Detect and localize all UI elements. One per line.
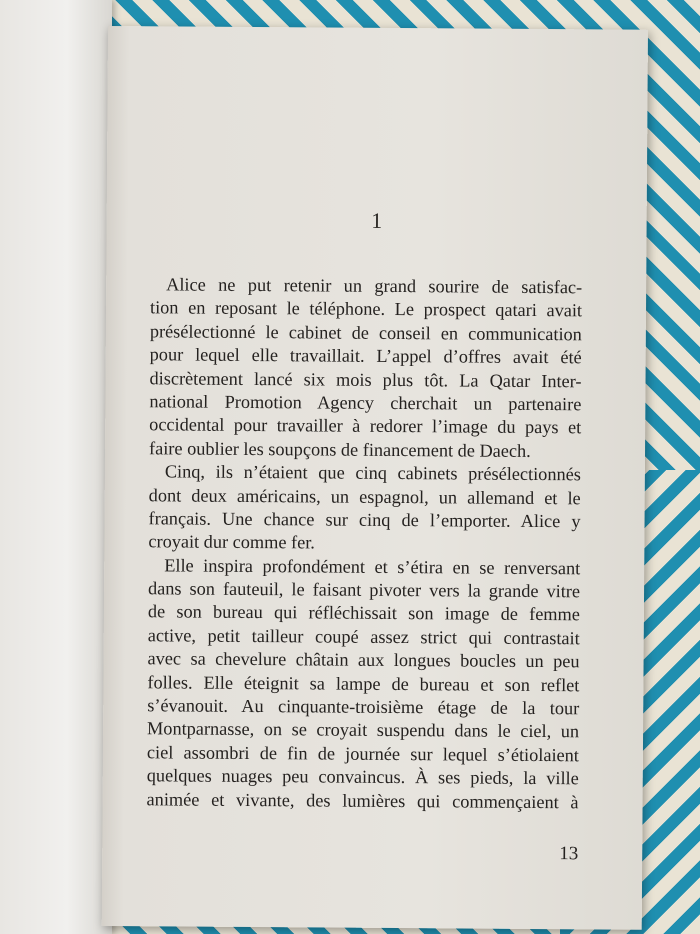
page-number: 13 <box>559 843 579 865</box>
text-line: quelques nuages peu convaincus. À ses pieds, la ville <box>146 765 579 789</box>
text-line: avec sa chevelure châtain aux longues boucles un peu <box>147 648 580 672</box>
text-line: discrètement lancé six mois plus tôt. La Qatar Inter- <box>149 367 582 391</box>
text-line: présélectionné le cabinet de conseil en communication <box>149 321 582 345</box>
left-page <box>0 0 112 934</box>
text-line: français. Une chance sur cinq de l’emporter. Alice y <box>148 508 581 532</box>
text-line: s’évanouit. Au cinquante-troisième étage de la tour <box>147 695 580 719</box>
text-line: Montparnasse, on se croyait suspendu dans le ciel, un <box>147 718 580 742</box>
text-line: dont deux américains, un espagnol, un allemand et le <box>148 484 581 508</box>
text-line: Cinq, ils n’étaient que cinq cabinets présélectionnés <box>164 461 581 485</box>
text-line: occidental pour travailler à redorer l’image du pays et <box>149 414 582 438</box>
book-page <box>102 26 648 930</box>
text-line: active, petit tailleur coupé assez strict qui contrastait <box>147 625 580 649</box>
text-line: de son bureau qui réfléchissait son image de femme <box>147 601 580 625</box>
text-line: Elle inspira profondément et s’étira en se renversant <box>164 555 581 578</box>
body-text <box>147 273 583 814</box>
text-line: dans son fauteuil, le faisant pivoter vers la grande vitre <box>148 578 581 602</box>
text-line: folles. Elle éteignit sa lampe de bureau et son reflet <box>147 671 580 695</box>
text-line: faire oublier les soupçons de financement de Daech. <box>148 438 531 461</box>
text-line: animée et vivante, des lumières qui commençaient à <box>146 788 579 812</box>
text-line: croyait dur comme fer. <box>148 531 315 553</box>
text-line: Alice ne put retenir un grand sourire de satisfac- <box>166 274 583 298</box>
text-line: tion en reposant le téléphone. Le prospect qatari avait <box>149 297 583 321</box>
chapter-number: 1 <box>371 207 383 233</box>
text-line: pour lequel elle travaillait. L’appel d’offres avait été <box>149 344 582 368</box>
text-line: national Promotion Agency cherchait un partenaire <box>149 391 582 415</box>
text-line: ciel assombri de fin de journée sur lequel s’étiolaient <box>146 742 579 766</box>
